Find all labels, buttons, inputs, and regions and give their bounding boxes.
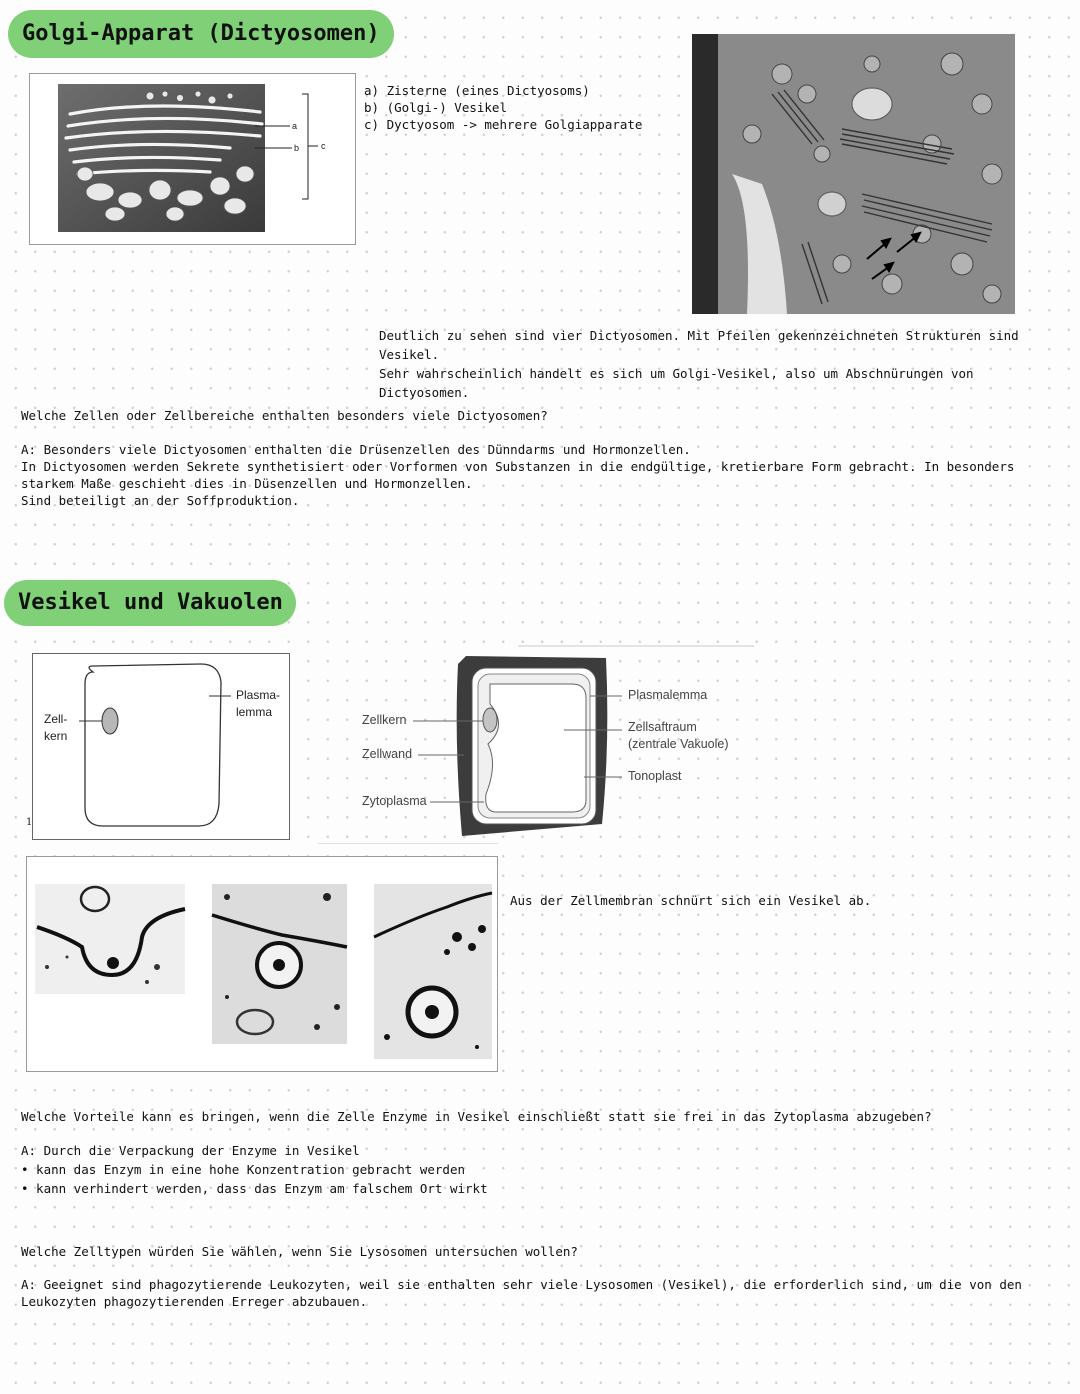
vesikel-question-2: Welche Zelltypen würden Sie wählen, wenn Sie Lysosomen untersuchen wollen? (21, 1244, 578, 1259)
vesicle-caption: Aus der Zellmembran schnürt sich ein Vesikel ab. (510, 893, 872, 908)
legend-b: b) (Golgi-) Vesikel (364, 100, 507, 115)
animal-membrane-label-2: lemma (236, 705, 273, 719)
section-title-vesikel: Vesikel und Vakuolen (4, 580, 296, 626)
em-caption-line-1: Deutlich zu sehen sind vier Dictyosomen. Mit Pfeilen gekennzeichneten Strukturen sind Vesikel. (379, 328, 1019, 362)
golgi-answer (21, 441, 1061, 509)
vesikel-answer-1-line-3: • kann verhindert werden, dass das Enzym am falschem Ort wirkt (21, 1181, 488, 1196)
golgi-answer-line-2: In Dictyosomen werden Sekrete synthetisiert oder Vorformen von Substanzen in die endgültige, kretierbare Form gebracht. In besonders (21, 459, 1015, 474)
label-zentrale-vakuole: (zentrale Vakuole) (628, 737, 729, 751)
dictyosome-em-image (692, 34, 1015, 314)
label-tonoplast: Tonoplast (628, 769, 682, 783)
vesikel-answer-2-line-2: Leukozyten phagozytierenden Erreger abzubauen. (21, 1294, 368, 1309)
label-plasmalemma: Plasmalemma (628, 688, 708, 702)
em-caption-line-2: Sehr wahrscheinlich handelt es sich um Golgi-Vesikel, also um Abschnürungen von Dictyosomen. (379, 366, 974, 400)
animal-nucleus-label-2: kern (44, 729, 68, 743)
golgi-legend (364, 82, 684, 133)
vesikel-question-1: Welche Vorteile kann es bringen, wenn die Zelle Enzyme in Vesikel einschließt statt sie frei in das Zytoplasma abzugeben? (21, 1109, 932, 1124)
legend-c: c) Dyctyosom -> mehrere Golgiapparate (364, 117, 643, 132)
vesicle-micrographs (26, 856, 498, 1072)
section-title-golgi: Golgi-Apparat (Dictyosomen) (8, 10, 394, 58)
golgi-question: Welche Zellen oder Zellbereiche enthalten besonders viele Dictyosomen? (21, 408, 548, 423)
animal-cell-diagram (32, 653, 290, 840)
label-zellwand: Zellwand (362, 747, 413, 761)
legend-a: a) Zisterne (eines Dictyosoms) (364, 83, 590, 98)
vesikel-answer-2 (21, 1276, 1061, 1310)
vesicle-micrograph-2 (212, 884, 347, 1044)
label-zytoplasma: Zytoplasma (362, 794, 427, 808)
vesicle-micrograph-3 (374, 884, 492, 1059)
golgi-micrograph-figure (29, 73, 356, 245)
vesikel-answer-2-line-1: A: Geeignet sind phagozytierende Leukozyten, weil sie enthalten sehr viele Lysosomen (Vesikel), die erforderlich sind, um die von den (21, 1277, 1022, 1292)
label-zellkern: Zellkern (362, 713, 407, 727)
plant-cell-diagram (318, 644, 758, 844)
vesikel-answer-1 (21, 1141, 1061, 1198)
label-zellsaftraum: Zellsaftraum (628, 720, 697, 734)
label-a: a (292, 121, 298, 131)
label-b: b (294, 143, 300, 153)
animal-nucleus-label-1: Zell- (44, 712, 68, 726)
em-caption (379, 326, 1069, 402)
golgi-micrograph (30, 74, 355, 244)
label-c: c (321, 141, 326, 151)
golgi-answer-line-1: A: Besonders viele Dictyosomen enthalten die Drüsenzellen des Dünndarms und Hormonzellen. (21, 442, 691, 457)
vesicle-micrograph-1 (35, 884, 185, 994)
margin-mark: 1 (26, 817, 33, 828)
animal-membrane-label-1: Plasma- (236, 688, 281, 702)
vesikel-answer-1-line-1: A: Durch die Verpackung der Enzyme in Vesikel (21, 1143, 360, 1158)
golgi-answer-line-3: starkem Maße geschieht dies in Düsenzellen und Hormonzellen. (21, 476, 473, 491)
golgi-answer-line-4: Sind beteiligt an der Soffproduktion. (21, 493, 300, 508)
vesikel-answer-1-line-2: • kann das Enzym in eine hohe Konzentration gebracht werden (21, 1162, 466, 1177)
